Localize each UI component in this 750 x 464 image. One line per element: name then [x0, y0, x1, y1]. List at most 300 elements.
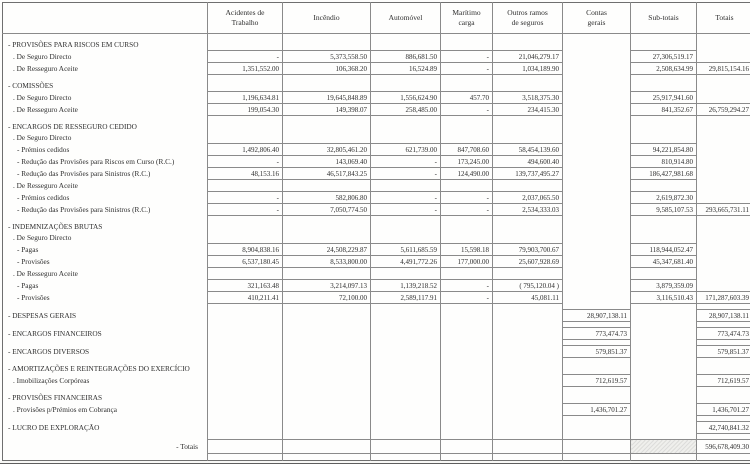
- cell-incendio: 7,050,774.50: [283, 204, 371, 216]
- cell-contas-gerais: [563, 63, 631, 75]
- cell-automovel: 2,589,117.91: [371, 292, 441, 304]
- table-row: [3, 328, 750, 340]
- cell-maritimo-carga: [441, 232, 493, 244]
- row-label: - Redução das Provisões para Sinistros (R.C.): [3, 168, 208, 180]
- row-label: - LUCRO DE EXPLORAÇÃO: [3, 422, 208, 434]
- cell-maritimo-carga: 457.70: [441, 92, 493, 104]
- cell-outros-ramos: 234,415.30: [493, 104, 563, 116]
- cell-sub-totais: [631, 440, 697, 454]
- row-label: - Prémios cedidos: [3, 144, 208, 156]
- cell-incendio: 106,368.20: [283, 63, 371, 75]
- table-row: [3, 63, 750, 75]
- table-row: [3, 363, 750, 375]
- cell-maritimo-carga: [441, 221, 493, 232]
- cell-totais: [697, 121, 750, 132]
- cell-incendio: 582,806.80: [283, 192, 371, 204]
- col-header-automovel: Automóvel: [371, 3, 441, 34]
- cell-sub-totais: 27,306,519.17: [631, 51, 697, 63]
- cell-acidentes-trabalho: [208, 328, 283, 340]
- cell-totais: [697, 92, 750, 104]
- cell-outros-ramos: 139,737,495.27: [493, 168, 563, 180]
- cell-contas-gerais: [563, 121, 631, 132]
- cell-contas-gerais: [563, 51, 631, 63]
- cell-maritimo-carga: [441, 121, 493, 132]
- table-header: [3, 3, 750, 34]
- cell-sub-totais: [631, 180, 697, 192]
- cell-automovel: -: [371, 156, 441, 168]
- row-label: - Provisões: [3, 256, 208, 268]
- table-row: [3, 404, 750, 416]
- cell-outros-ramos: ( 795,120.04 ): [493, 280, 563, 292]
- cell-maritimo-carga: [441, 180, 493, 192]
- cell-outros-ramos: 45,081.11: [493, 292, 563, 304]
- cell-outros-ramos: [493, 268, 563, 280]
- table-row: [3, 121, 750, 132]
- cell-incendio: [283, 363, 371, 375]
- table-row: [3, 104, 750, 116]
- cell-maritimo-carga: [441, 346, 493, 358]
- col-header-contas-gerais: Contas gerais: [563, 3, 631, 34]
- row-label: . De Resseguro Aceite: [3, 104, 208, 116]
- row-label: - INDEMNIZAÇÕES BRUTAS: [3, 221, 208, 232]
- cell-outros-ramos: [493, 121, 563, 132]
- col-header-incendio: Incêndio: [283, 3, 371, 34]
- cell-totais: [697, 80, 750, 92]
- cell-outros-ramos: 58,454,139.60: [493, 144, 563, 156]
- cell-totais: [697, 244, 750, 256]
- cell-acidentes-trabalho: [208, 121, 283, 132]
- cell-maritimo-carga: 124,490.00: [441, 168, 493, 180]
- cell-contas-gerais: [563, 292, 631, 304]
- cell-totais: 579,851.37: [697, 346, 750, 358]
- cell-contas-gerais: [563, 363, 631, 375]
- table-row: [3, 422, 750, 434]
- cell-totais: [697, 51, 750, 63]
- row-label: . De Seguro Directo: [3, 92, 208, 104]
- cell-sub-totais: 810,914.80: [631, 156, 697, 168]
- cell-acidentes-trabalho: [208, 232, 283, 244]
- row-label: [3, 454, 208, 461]
- cell-acidentes-trabalho: [208, 404, 283, 416]
- cell-totais: 773,474.73: [697, 328, 750, 340]
- cell-contas-gerais: 773,474.73: [563, 328, 631, 340]
- cell-automovel: 1,556,624.90: [371, 92, 441, 104]
- cell-outros-ramos: 1,034,189.90: [493, 63, 563, 75]
- cell-totais: [697, 144, 750, 156]
- cell-maritimo-carga: -: [441, 204, 493, 216]
- cell-sub-totais: [631, 346, 697, 358]
- cell-contas-gerais: 579,851.37: [563, 346, 631, 358]
- cell-automovel: [371, 363, 441, 375]
- cell-incendio: 143,069.40: [283, 156, 371, 168]
- cell-acidentes-trabalho: 1,196,634.81: [208, 92, 283, 104]
- cell-maritimo-carga: -: [441, 192, 493, 204]
- cell-incendio: [283, 346, 371, 358]
- cell-outros-ramos: [493, 346, 563, 358]
- cell-automovel: [371, 392, 441, 404]
- cell-automovel: [371, 454, 441, 461]
- row-label: . De Seguro Directo: [3, 232, 208, 244]
- cell-maritimo-carga: [441, 422, 493, 434]
- cell-automovel: 1,139,218.52: [371, 280, 441, 292]
- cell-acidentes-trabalho: [208, 454, 283, 461]
- table-row: [3, 268, 750, 280]
- cell-outros-ramos: [493, 132, 563, 144]
- cell-outros-ramos: [493, 392, 563, 404]
- cell-maritimo-carga: [441, 39, 493, 51]
- row-label-column-header: [3, 3, 208, 34]
- cell-outros-ramos: 21,046,279.17: [493, 51, 563, 63]
- row-label: - Pagas: [3, 280, 208, 292]
- cell-acidentes-trabalho: -: [208, 204, 283, 216]
- cell-automovel: [371, 268, 441, 280]
- cell-totais: 1,436,701.27: [697, 404, 750, 416]
- cell-sub-totais: [631, 363, 697, 375]
- table-row: [3, 392, 750, 404]
- cell-outros-ramos: [493, 80, 563, 92]
- cell-outros-ramos: 494,600.40: [493, 156, 563, 168]
- cell-maritimo-carga: [441, 132, 493, 144]
- table-row: [3, 80, 750, 92]
- cell-automovel: 4,491,772.26: [371, 256, 441, 268]
- row-label: - PROVISÕES FINANCEIRAS: [3, 392, 208, 404]
- cell-maritimo-carga: [441, 404, 493, 416]
- row-label: - Redução das Provisões para Riscos em Curso (R.C.): [3, 156, 208, 168]
- table-row: [3, 204, 750, 216]
- cell-totais: [697, 180, 750, 192]
- row-label: . De Seguro Directo: [3, 51, 208, 63]
- cell-maritimo-carga: [441, 363, 493, 375]
- cell-acidentes-trabalho: 6,537,180.45: [208, 256, 283, 268]
- cell-acidentes-trabalho: [208, 80, 283, 92]
- row-label: - Provisões: [3, 292, 208, 304]
- cell-incendio: 3,214,097.13: [283, 280, 371, 292]
- cell-incendio: [283, 440, 371, 454]
- cell-automovel: [371, 80, 441, 92]
- cell-outros-ramos: 79,903,700.67: [493, 244, 563, 256]
- cell-maritimo-carga: 847,708.60: [441, 144, 493, 156]
- cell-contas-gerais: [563, 280, 631, 292]
- cell-incendio: [283, 221, 371, 232]
- table-row: [3, 156, 750, 168]
- cell-totais: [697, 156, 750, 168]
- cell-totais: 28,907,138.11: [697, 310, 750, 322]
- cell-totais: [697, 454, 750, 461]
- cell-incendio: 46,517,843.25: [283, 168, 371, 180]
- cell-totais: [697, 192, 750, 204]
- cell-totais: 596,678,409.30: [697, 440, 750, 454]
- table-row: [3, 221, 750, 232]
- cell-automovel: [371, 39, 441, 51]
- cell-outros-ramos: 25,607,928.69: [493, 256, 563, 268]
- cell-sub-totais: 841,352.67: [631, 104, 697, 116]
- cell-automovel: [371, 221, 441, 232]
- col-header-totais: Totais: [697, 3, 750, 34]
- cell-automovel: [371, 180, 441, 192]
- table-row: [3, 232, 750, 244]
- cell-incendio: [283, 180, 371, 192]
- cell-acidentes-trabalho: 410,211.41: [208, 292, 283, 304]
- cell-totais: [697, 39, 750, 51]
- cell-incendio: [283, 39, 371, 51]
- cell-contas-gerais: [563, 244, 631, 256]
- cell-maritimo-carga: [441, 375, 493, 387]
- cell-acidentes-trabalho: [208, 375, 283, 387]
- cell-maritimo-carga: [441, 268, 493, 280]
- cell-contas-gerais: [563, 132, 631, 144]
- cell-acidentes-trabalho: [208, 180, 283, 192]
- cell-incendio: [283, 454, 371, 461]
- cell-maritimo-carga: -: [441, 280, 493, 292]
- cell-incendio: [283, 328, 371, 340]
- cell-outros-ramos: [493, 328, 563, 340]
- row-label: - COMISSÕES: [3, 80, 208, 92]
- cell-maritimo-carga: [441, 328, 493, 340]
- table-row: [3, 180, 750, 192]
- cell-totais: 293,665,731.11: [697, 204, 750, 216]
- cell-maritimo-carga: 177,000.00: [441, 256, 493, 268]
- cell-sub-totais: 25,917,941.60: [631, 92, 697, 104]
- cell-contas-gerais: [563, 104, 631, 116]
- cell-incendio: [283, 422, 371, 434]
- cell-incendio: [283, 132, 371, 144]
- cell-incendio: [283, 121, 371, 132]
- cell-contas-gerais: [563, 204, 631, 216]
- cell-acidentes-trabalho: 1,351,552.00: [208, 63, 283, 75]
- cell-totais: [697, 232, 750, 244]
- cell-sub-totais: [631, 132, 697, 144]
- cell-automovel: -: [371, 204, 441, 216]
- cell-sub-totais: [631, 392, 697, 404]
- cell-totais: [697, 221, 750, 232]
- cell-automovel: 16,524.89: [371, 63, 441, 75]
- table-row: [3, 440, 750, 454]
- cell-outros-ramos: [493, 454, 563, 461]
- table-row: [3, 92, 750, 104]
- cell-contas-gerais: [563, 454, 631, 461]
- table-row: [3, 244, 750, 256]
- row-label: - PROVISÕES PARA RISCOS EM CURSO: [3, 39, 208, 51]
- table-row: [3, 280, 750, 292]
- row-label: - AMORTIZAÇÕES E REINTEGRAÇÕES DO EXERCÍCIO: [3, 363, 208, 375]
- cell-sub-totais: [631, 221, 697, 232]
- cell-automovel: -: [371, 168, 441, 180]
- cell-contas-gerais: [563, 156, 631, 168]
- row-label: . Imobilizações Corpóreas: [3, 375, 208, 387]
- cell-maritimo-carga: [441, 440, 493, 454]
- cell-acidentes-trabalho: 321,163.48: [208, 280, 283, 292]
- cell-contas-gerais: [563, 80, 631, 92]
- cell-automovel: [371, 121, 441, 132]
- row-label: . De Resseguro Aceite: [3, 268, 208, 280]
- cell-outros-ramos: 2,037,065.50: [493, 192, 563, 204]
- cell-sub-totais: 3,116,510.43: [631, 292, 697, 304]
- cell-maritimo-carga: -: [441, 63, 493, 75]
- cell-acidentes-trabalho: -: [208, 192, 283, 204]
- col-header-sub-totais: Sub-totais: [631, 3, 697, 34]
- table-row: [3, 39, 750, 51]
- cell-sub-totais: 3,879,359.09: [631, 280, 697, 292]
- cell-maritimo-carga: [441, 80, 493, 92]
- spacer-row: [3, 454, 750, 461]
- cell-outros-ramos: [493, 440, 563, 454]
- cell-incendio: [283, 310, 371, 322]
- cell-totais: [697, 268, 750, 280]
- row-label: . Provisões p/Prémios em Cobrança: [3, 404, 208, 416]
- cell-acidentes-trabalho: [208, 440, 283, 454]
- cell-contas-gerais: [563, 180, 631, 192]
- cell-acidentes-trabalho: 1,492,806.40: [208, 144, 283, 156]
- cell-acidentes-trabalho: 8,904,838.16: [208, 244, 283, 256]
- row-label: . De Seguro Directo: [3, 132, 208, 144]
- cell-incendio: [283, 375, 371, 387]
- cell-automovel: -: [371, 192, 441, 204]
- col-header-maritimo-carga: Marítimo carga: [441, 3, 493, 34]
- cell-automovel: [371, 328, 441, 340]
- cell-totais: 42,740,841.32: [697, 422, 750, 434]
- cell-totais: [697, 168, 750, 180]
- row-label: - ENCARGOS DE RESSEGURO CEDIDO: [3, 121, 208, 132]
- cell-contas-gerais: [563, 144, 631, 156]
- cell-contas-gerais: [563, 268, 631, 280]
- cell-automovel: [371, 375, 441, 387]
- cell-incendio: [283, 80, 371, 92]
- cell-sub-totais: 118,944,052.47: [631, 244, 697, 256]
- cell-sub-totais: 2,508,634.99: [631, 63, 697, 75]
- cell-maritimo-carga: 15,598.18: [441, 244, 493, 256]
- cell-contas-gerais: [563, 221, 631, 232]
- cell-automovel: [371, 310, 441, 322]
- col-header-outros-ramos: Outros ramos de seguros: [493, 3, 563, 34]
- cell-sub-totais: [631, 328, 697, 340]
- cell-contas-gerais: [563, 192, 631, 204]
- table-row: [3, 132, 750, 144]
- cell-maritimo-carga: -: [441, 104, 493, 116]
- cell-sub-totais: [631, 375, 697, 387]
- row-label: - ENCARGOS DIVERSOS: [3, 346, 208, 358]
- cell-outros-ramos: [493, 363, 563, 375]
- cell-maritimo-carga: 173,245.00: [441, 156, 493, 168]
- cell-acidentes-trabalho: [208, 310, 283, 322]
- cell-contas-gerais: [563, 440, 631, 454]
- cell-maritimo-carga: [441, 454, 493, 461]
- cell-outros-ramos: 3,518,375.30: [493, 92, 563, 104]
- cell-incendio: [283, 404, 371, 416]
- cell-acidentes-trabalho: -: [208, 156, 283, 168]
- cell-contas-gerais: [563, 392, 631, 404]
- cell-incendio: [283, 392, 371, 404]
- cell-totais: 26,759,294.27: [697, 104, 750, 116]
- cell-sub-totais: 9,585,107.53: [631, 204, 697, 216]
- cell-acidentes-trabalho: 199,054.30: [208, 104, 283, 116]
- cell-automovel: 621,739.00: [371, 144, 441, 156]
- cell-acidentes-trabalho: [208, 392, 283, 404]
- table-row: [3, 51, 750, 63]
- cell-automovel: [371, 404, 441, 416]
- cell-incendio: [283, 268, 371, 280]
- cell-sub-totais: [631, 232, 697, 244]
- cell-automovel: [371, 232, 441, 244]
- cell-automovel: 5,611,685.59: [371, 244, 441, 256]
- cell-automovel: [371, 346, 441, 358]
- cell-maritimo-carga: -: [441, 292, 493, 304]
- cell-totais: [697, 132, 750, 144]
- row-label: - ENCARGOS FINANCEIROS: [3, 328, 208, 340]
- cell-outros-ramos: [493, 375, 563, 387]
- cell-outros-ramos: [493, 221, 563, 232]
- cell-contas-gerais: [563, 256, 631, 268]
- cell-outros-ramos: [493, 180, 563, 192]
- cell-automovel: [371, 440, 441, 454]
- cell-automovel: 886,681.50: [371, 51, 441, 63]
- cell-outros-ramos: [493, 310, 563, 322]
- table-row: [3, 292, 750, 304]
- cell-maritimo-carga: [441, 392, 493, 404]
- cell-totais: 171,287,603.39: [697, 292, 750, 304]
- cell-sub-totais: [631, 39, 697, 51]
- insurance-accounts-table: [2, 2, 750, 461]
- cell-acidentes-trabalho: [208, 422, 283, 434]
- table-row: [3, 168, 750, 180]
- cell-sub-totais: [631, 454, 697, 461]
- table-row: [3, 144, 750, 156]
- cell-incendio: 8,533,800.00: [283, 256, 371, 268]
- cell-automovel: 258,485.00: [371, 104, 441, 116]
- cell-incendio: 149,398.07: [283, 104, 371, 116]
- cell-outros-ramos: [493, 39, 563, 51]
- cell-incendio: 32,805,461.20: [283, 144, 371, 156]
- cell-sub-totais: [631, 80, 697, 92]
- cell-sub-totais: [631, 404, 697, 416]
- cell-outros-ramos: [493, 404, 563, 416]
- cell-acidentes-trabalho: -: [208, 51, 283, 63]
- row-label: - Pagas: [3, 244, 208, 256]
- cell-incendio: [283, 232, 371, 244]
- cell-acidentes-trabalho: [208, 221, 283, 232]
- row-label: - DESPESAS GERAIS: [3, 310, 208, 322]
- cell-outros-ramos: [493, 232, 563, 244]
- cell-totais: 29,815,154.16: [697, 63, 750, 75]
- cell-sub-totais: [631, 310, 697, 322]
- table-row: [3, 346, 750, 358]
- cell-contas-gerais: [563, 422, 631, 434]
- cell-contas-gerais: [563, 168, 631, 180]
- cell-sub-totais: 94,221,854.80: [631, 144, 697, 156]
- row-label: - Redução das Provisões para Sinistros (R.C.): [3, 204, 208, 216]
- cell-acidentes-trabalho: [208, 132, 283, 144]
- cell-contas-gerais: 28,907,138.11: [563, 310, 631, 322]
- table-row: [3, 375, 750, 387]
- row-label: - Totais: [3, 440, 208, 454]
- table-body: [3, 34, 750, 461]
- table-row: [3, 192, 750, 204]
- cell-acidentes-trabalho: [208, 268, 283, 280]
- cell-acidentes-trabalho: [208, 363, 283, 375]
- cell-sub-totais: [631, 422, 697, 434]
- table-row: [3, 256, 750, 268]
- table-row: [3, 310, 750, 322]
- row-label: . De Resseguro Aceite: [3, 180, 208, 192]
- cell-contas-gerais: [563, 39, 631, 51]
- cell-contas-gerais: 1,436,701.27: [563, 404, 631, 416]
- table-header-row: [3, 3, 750, 34]
- cell-outros-ramos: [493, 422, 563, 434]
- cell-acidentes-trabalho: 48,153.16: [208, 168, 283, 180]
- cell-maritimo-carga: [441, 310, 493, 322]
- cell-sub-totais: [631, 268, 697, 280]
- cell-totais: 712,619.57: [697, 375, 750, 387]
- cell-automovel: [371, 132, 441, 144]
